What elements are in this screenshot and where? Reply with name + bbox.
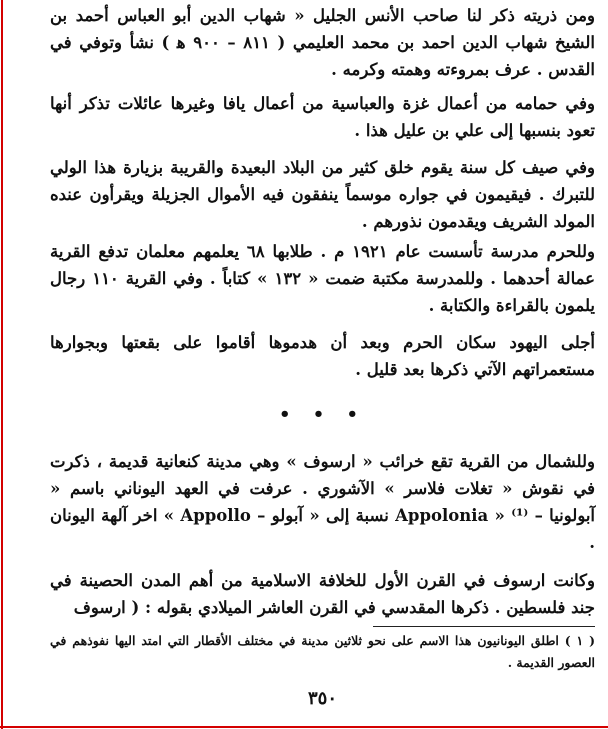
paragraph-5: أجلى اليهود سكان الحرم وبعد أن هدموها أقاموا على بقعتها وبجوارها مستعمراتهم الآتي ذكرها بعد قليل . [50, 333, 595, 379]
footnote: ( ١ ) اطلق اليونانيون هذا الاسم على نحو ثلاثين مدينة في مختلف الأقطار التي امتد اليها نفوذهم في العصور القديمة . [50, 633, 595, 670]
paragraph-4: وللحرم مدرسة تأسست عام ١٩٢١ م . طلابها ٦٨ يعلمهم معلمان تدفع القرية عمالة أحدهما . وللمدرسة مكتبة ضمت « ١٣٢ » كتاباً . وفي القرية ١١٠ رجال يلمون بالقراءة والكتابة . [50, 242, 595, 315]
paragraph-3: وفي صيف كل سنة يقوم خلق كثير من البلاد البعيدة والقريبة بزيارة هذا الولي للتبرك . فيقيمون في جواره موسماً ينفقون فيه الأموال الجزيلة ويقرأون عنده المولد الشريف ويقدمون نذورهم . [50, 158, 595, 231]
bottom-border-line [0, 726, 608, 728]
left-border-line [1, 0, 3, 729]
paragraph-2: وفي حمامه من أعمال غزة والعباسية من أعمال يافا وغيرها عائلات تذكر أنها تعود بنسبها إلى علي بن عليل هذا . [50, 94, 595, 140]
footnote-divider [373, 626, 595, 627]
section-separator: • • • [278, 404, 367, 425]
paragraph-6: وللشمال من القرية تقع خرائب « ارسوف » وهي مدينة كنعانية قديمة ، ذكرت في نقوش « تغلات فلاسر » الآشوري . عرفت في العهد اليوناني باسم « آبولونيا – Appolonia » ⁽¹⁾ نسبة إلى « آبولو – Appollo » اخر آلهة اليونان . [50, 452, 596, 552]
paragraph-7: وكانت ارسوف في القرن الأول للخلافة الاسلامية من أهم المدن الحصينة في جند فلسطين . ذكرها المقدسي في القرن العاشر الميلادي بقوله : ( ارسوف [50, 571, 595, 617]
paragraph-1: ومن ذريته ذكر لنا صاحب الأنس الجليل « شهاب الدين أبو العباس أحمد بن الشيخ شهاب الدين احمد بن محمد العليمي ( ٨١١ – ٩٠٠ ﻫ ) نشأ وتوفي في القدس . عرف بمروءته وهمته وكرمه . [50, 6, 595, 79]
page-number: ٣٥٠ [307, 688, 337, 709]
book-page [50, 2, 595, 722]
